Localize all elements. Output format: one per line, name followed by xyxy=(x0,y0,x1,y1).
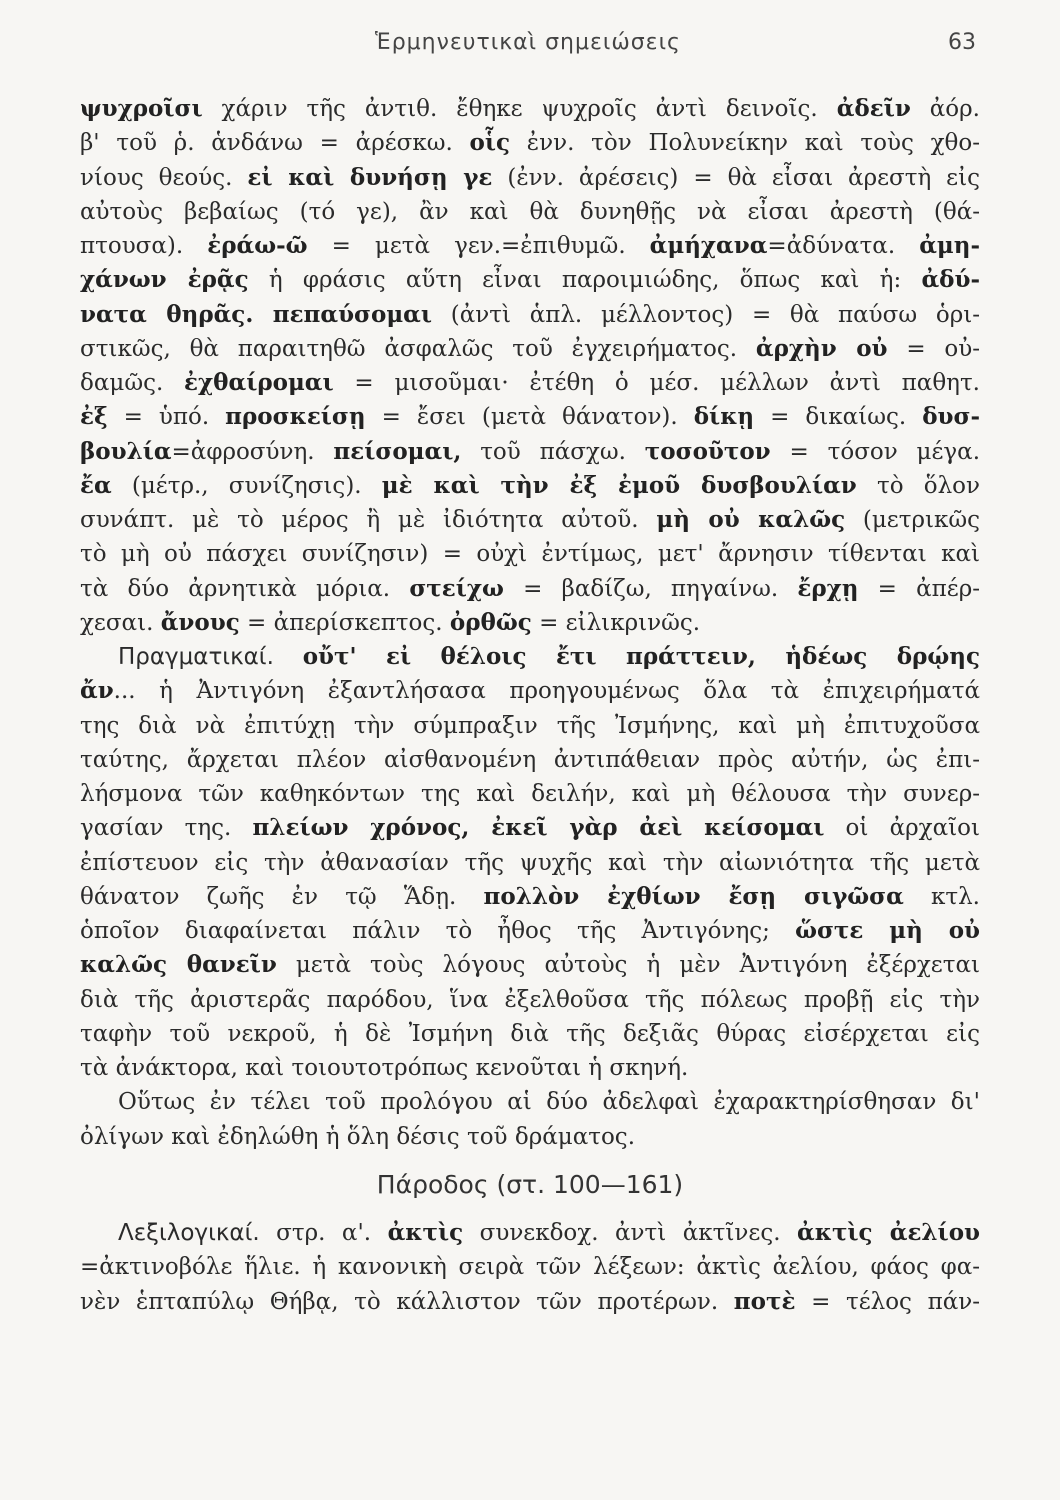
lemma: ποτὲ xyxy=(733,1287,796,1315)
text-line xyxy=(80,572,980,606)
gloss: δαμῶς. xyxy=(80,370,185,396)
page-number: 63 xyxy=(948,30,976,55)
gloss: = εἰλικρινῶς. xyxy=(531,609,701,636)
gloss: = τόσον μέγα. xyxy=(770,438,980,465)
gloss: θάνατον ζωῆς ἐν τῷ Ἅδῃ. xyxy=(80,883,484,910)
spacer xyxy=(80,1154,980,1168)
text-line xyxy=(80,400,980,434)
text-line xyxy=(80,503,980,537)
gloss: τὰ δύο ἀρνητικὰ μόρια. xyxy=(80,575,410,602)
text-line xyxy=(80,846,980,880)
text-line xyxy=(80,435,980,469)
lemma: τοσοῦτον xyxy=(644,437,771,465)
lemma: στείχω xyxy=(409,574,504,602)
gloss: πτουσα). xyxy=(80,233,208,259)
lemma: ἔρχῃ xyxy=(797,574,859,602)
gloss: μετὰ τοὺς λόγους αὐτοὺς ἡ μὲν Ἀντιγόνη ἐξέρχεται xyxy=(276,952,980,979)
gloss: στικῶς, θὰ παραιτηθῶ ἀσφαλῶς τοῦ ἐγχειρήματος. xyxy=(80,335,756,362)
text-line xyxy=(80,983,980,1017)
gloss: ἡ φράσις αὕτη εἶναι παροιμιώδης, ὅπως καὶ ἡ: xyxy=(248,267,922,294)
gloss: χεσαι. xyxy=(80,609,161,636)
gloss: κτλ. xyxy=(903,883,980,910)
spacer xyxy=(80,1202,980,1216)
lemma: δίκῃ xyxy=(693,403,755,431)
gloss: τὸ ὅλον xyxy=(856,472,980,499)
lemma: μὴ οὐ καλῶς xyxy=(656,506,846,533)
text-line xyxy=(80,1250,980,1284)
gloss: = τέλος πάν- xyxy=(795,1288,980,1315)
gloss: συνεκδοχ. ἀντὶ ἀκτῖνες. xyxy=(463,1220,798,1246)
text-line xyxy=(80,743,980,777)
gloss: ταφὴν τοῦ νεκροῦ, ἡ δὲ Ἰσμήνη διὰ τῆς δεξιᾶς θύρας εἰσέρχεται εἰς xyxy=(80,1020,980,1047)
gloss: ταύτης, ἄρχεται πλέον αἰσθανομένη ἀντιπάθειαν πρὸς αὐτήν, ὡς ἐπι- xyxy=(80,746,980,773)
gloss: Οὕτως ἐν τέλει τοῦ προλόγου αἱ δύο ἀδελφαὶ ἐχαρακτηρίσθησαν δι' xyxy=(118,1089,980,1116)
text-line xyxy=(80,469,980,503)
section-label: Λεξιλογικαί. xyxy=(118,1220,277,1246)
gloss: = ἀπερίσκεπτος. xyxy=(239,609,450,636)
lemma: ὀρθῶς xyxy=(449,608,532,636)
text-line xyxy=(80,1085,980,1119)
lemma: ἀκτὶς xyxy=(387,1219,464,1246)
gloss: της διὰ νὰ ἐπιτύχῃ τὴν σύμπραξιν τῆς Ἰσμήνης, καὶ μὴ ἐπιτυχοῦσα xyxy=(80,712,980,739)
text-line xyxy=(80,948,980,982)
commentary-text xyxy=(80,92,980,1319)
text-line xyxy=(80,606,980,640)
page-header xyxy=(80,30,976,70)
text-line xyxy=(80,1216,980,1250)
gloss: = ὑπό. xyxy=(107,404,226,431)
lemma: ἀκτὶς ἀελίου xyxy=(797,1219,980,1246)
gloss: = βαδίζω, πηγαίνω. xyxy=(503,575,798,602)
gloss: =ἀκτινοβόλε ἥλιε. ἡ κανονικὴ σειρὰ τῶν λέξεων: ἀκτὶς ἀελίου, φάος φα- xyxy=(80,1254,980,1281)
lemma: ἐχθαίρομαι xyxy=(184,369,334,396)
lemma: ἐράω-ῶ xyxy=(207,232,308,259)
gloss: νὲν ἑπταπύλῳ Θήβᾳ, τὸ κάλλιστον τῶν προτέρων. xyxy=(80,1288,734,1315)
gloss: = ἀπέρ- xyxy=(858,575,980,602)
text-line xyxy=(80,537,980,571)
gloss: =ἀφροσύνη. xyxy=(171,438,334,465)
gloss: ὀλίγων καὶ ἐδηλώθη ἡ ὅλη δέσις τοῦ δράματος. xyxy=(80,1123,635,1150)
gloss: τὸ μὴ οὐ πάσχει συνίζησιν) = οὐχὶ ἐντίμως, μετ' ἄρνησιν τίθενται καὶ xyxy=(80,541,980,568)
lemma: προσκείσῃ xyxy=(225,403,366,431)
gloss: = δικαίως. xyxy=(754,404,923,431)
text-line xyxy=(80,777,980,811)
lemma: ὥστε μὴ οὐ xyxy=(795,917,980,944)
running-title: Ἑρμηνευτικαὶ σημειώσεις xyxy=(375,30,681,55)
text-line xyxy=(80,1120,980,1154)
gloss: τὰ ἀνάκτορα, καὶ τοιουτοτρόπως κενοῦται ἡ σκηνή. xyxy=(80,1055,689,1081)
lemma: βουλία xyxy=(80,437,172,465)
gloss: = μισοῦμαι· ἐτέθη ὁ μέσ. μέλλων ἀντὶ παθητ. xyxy=(333,370,980,396)
lemma: πλείων χρόνος, ἐκεῖ γὰρ ἀεὶ κείσομαι xyxy=(252,814,825,842)
text-line xyxy=(80,366,980,400)
gloss: ἐνν. τὸν Πολυνείκην καὶ τοὺς χθο- xyxy=(510,130,980,157)
lemma: οἷς xyxy=(469,129,511,157)
gloss: ὁποῖον διαφαίνεται πάλιν τὸ ἦθος τῆς Ἀντιγόνης; xyxy=(80,918,796,944)
gloss: ἀόρ. xyxy=(910,96,980,122)
gloss: ἐπίστευον εἰς τὴν ἀθανασίαν τῆς ψυχῆς καὶ τὴν αἰωνιότητα τῆς μετὰ xyxy=(80,849,980,876)
section-heading xyxy=(80,1168,980,1202)
gloss: γασίαν της. xyxy=(80,815,253,842)
lemma: ἀδύ- xyxy=(921,266,980,294)
gloss: β' τοῦ ῥ. ἁνδάνω = ἀρέσκω. xyxy=(80,130,470,157)
gloss: (ἀντὶ ἁπλ. μέλλοντος) = θὰ παύσω ὁρι- xyxy=(432,301,980,328)
section-label: Πραγματικαί. xyxy=(118,644,303,670)
lemma: χάνων ἐρᾷς xyxy=(80,266,249,294)
text-line xyxy=(80,161,980,195)
text-line xyxy=(80,674,980,708)
lemma: ψυχροῖσι xyxy=(80,95,203,122)
lemma: ἀρχὴν οὐ xyxy=(755,334,888,362)
lemma: πολλὸν ἐχθίων ἔσῃ σιγῶσα xyxy=(483,882,904,910)
text-line xyxy=(80,92,980,126)
lemma: νατα θηρᾶς. πεπαύσομαι xyxy=(80,300,433,328)
text-line xyxy=(80,332,980,366)
gloss: =ἀδύνατα. xyxy=(767,233,920,259)
lemma: ἐξ xyxy=(80,403,108,431)
lemma: ἀμη- xyxy=(919,232,980,259)
gloss: = οὐ- xyxy=(887,335,980,362)
gloss: οἱ ἀρχαῖοι xyxy=(824,815,980,842)
lemma: καλῶς θανεῖν xyxy=(80,951,277,979)
text-line xyxy=(80,1051,980,1085)
lemma: ἀδεῖν xyxy=(836,95,911,122)
gloss: χάριν τῆς ἀντιθ. ἔθηκε ψυχροῖς ἀντὶ δεινοῖς. xyxy=(202,96,837,122)
text-line xyxy=(80,880,980,914)
text-line xyxy=(80,709,980,743)
gloss: ... ἡ Ἀντιγόνη ἐξαντλήσασα προηγουμένως ὅλα τὰ ἐπιχειρήματά xyxy=(113,678,980,705)
lemma: ἀμήχανα xyxy=(649,232,768,259)
lemma: μὲ καὶ τὴν ἐξ ἐμοῦ δυσβουλίαν xyxy=(381,471,857,499)
gloss: αὐτοὺς βεβαίως (τό γε), ἂν καὶ θὰ δυνηθῇς νὰ εἶσαι ἀρεστὴ (θά- xyxy=(80,198,980,225)
section-label: Πάροδος (στ. 100—161) xyxy=(376,1169,684,1199)
lemma: ἄνους xyxy=(160,608,240,636)
text-line xyxy=(80,263,980,297)
gloss: στρ. α'. xyxy=(276,1220,388,1246)
lemma: πείσομαι, xyxy=(333,437,462,465)
gloss: = ἔσει (μετὰ θάνατον). xyxy=(365,404,694,431)
text-line xyxy=(80,126,980,160)
text-line xyxy=(80,298,980,332)
lemma: οὔτ' εἰ θέλοις ἔτι πράττειν, ἡδέως δρῴης xyxy=(302,643,980,670)
text-line xyxy=(80,229,980,263)
text-line xyxy=(80,914,980,948)
gloss: διὰ τῆς ἀριστερᾶς παρόδου, ἵνα ἐξελθοῦσα τῆς πόλεως προβῇ εἰς τὴν xyxy=(80,986,980,1013)
gloss: = μετὰ γεν.=ἐπιθυμῶ. xyxy=(307,233,650,259)
lemma: δυσ- xyxy=(922,403,980,431)
lemma: εἰ καὶ δυνήσῃ γε xyxy=(247,163,493,191)
gloss: (μετρικῶς xyxy=(845,507,980,533)
lemma: ἔα xyxy=(80,471,112,499)
gloss: νίους θεούς. xyxy=(80,164,248,191)
text-line xyxy=(80,1017,980,1051)
gloss: (ἐνν. ἀρέσεις) = θὰ εἶσαι ἀρεστὴ εἰς xyxy=(492,164,980,191)
text-line xyxy=(80,811,980,845)
text-line xyxy=(80,195,980,229)
lemma: ἄν xyxy=(80,677,114,705)
text-line xyxy=(80,1285,980,1319)
gloss: λήσμονα τῶν καθηκόντων της καὶ δειλήν, καὶ μὴ θέλουσα τὴν συνερ- xyxy=(80,781,980,807)
gloss: (μέτρ., συνίζησις). xyxy=(111,472,382,499)
gloss: τοῦ πάσχω. xyxy=(461,438,645,465)
text-line xyxy=(80,640,980,674)
gloss: συνάπτ. μὲ τὸ μέρος ἢ μὲ ἰδιότητα αὐτοῦ. xyxy=(80,507,657,533)
